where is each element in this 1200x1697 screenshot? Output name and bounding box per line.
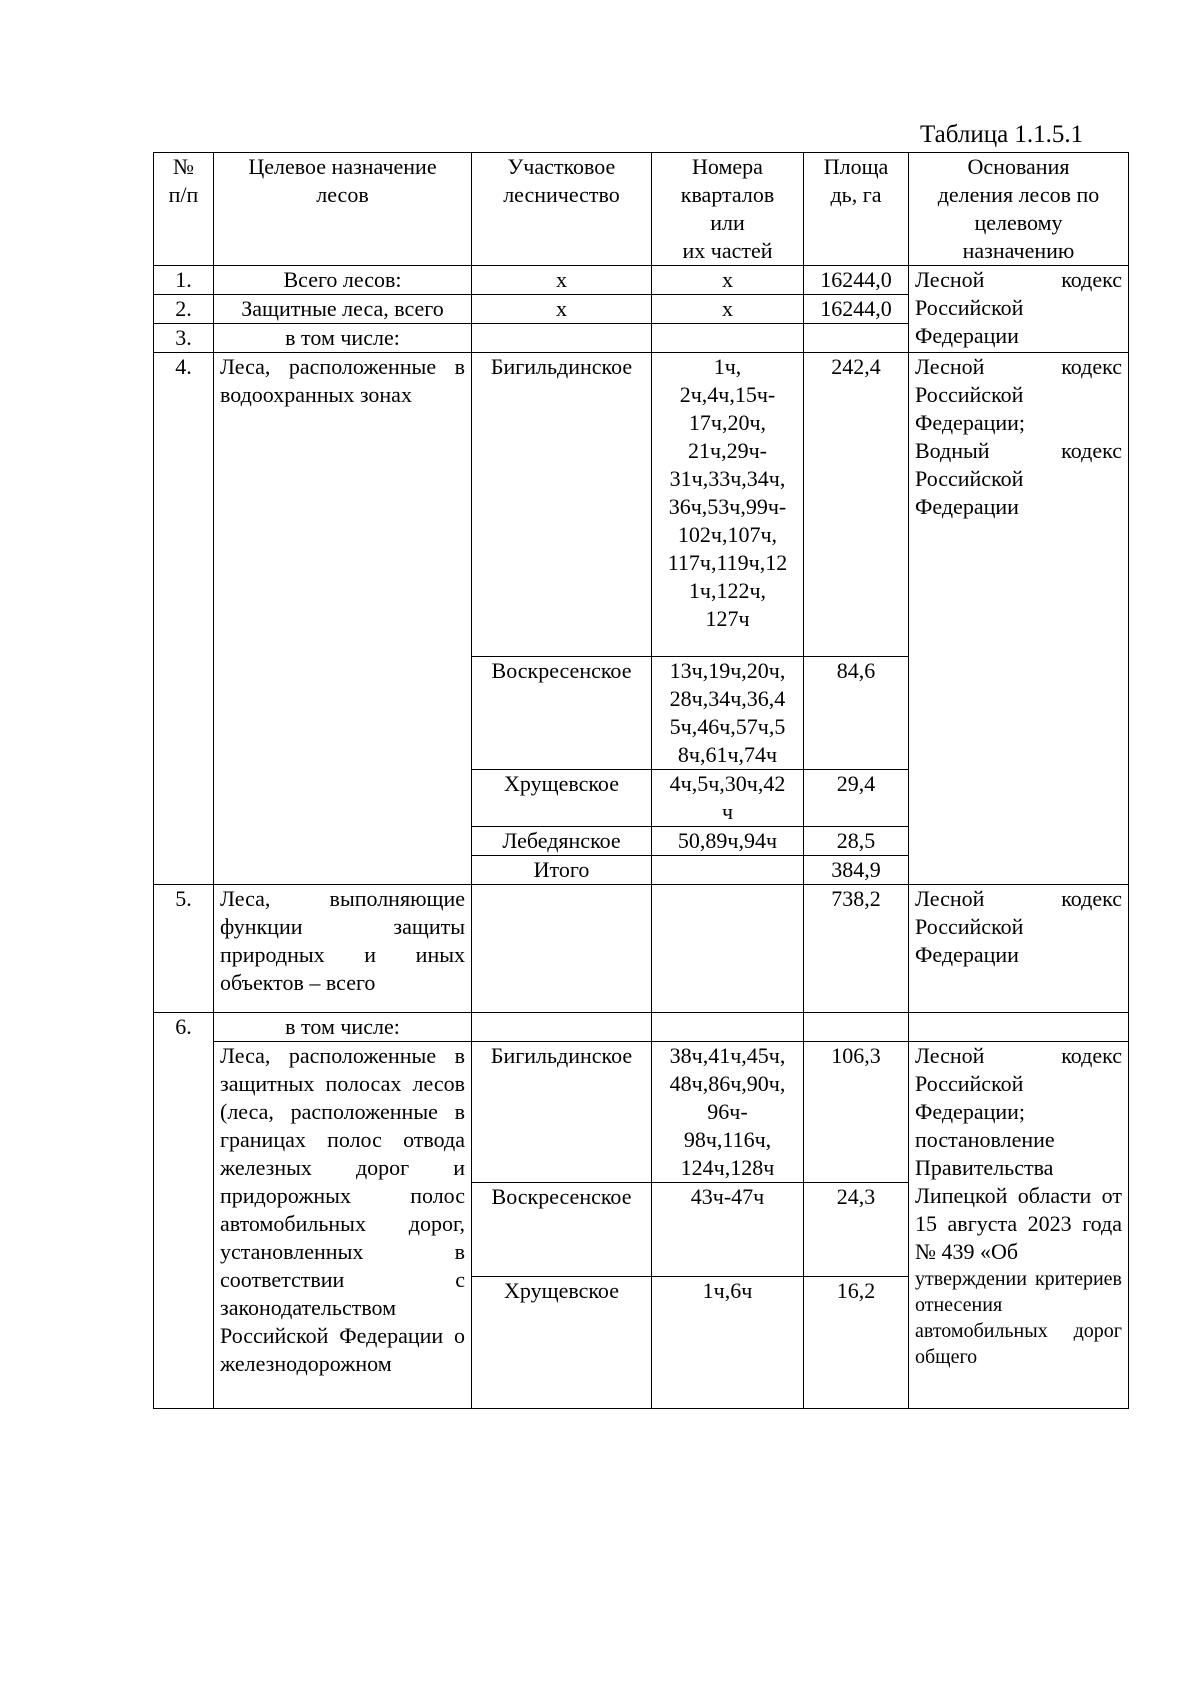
row-num: 1. [154, 266, 214, 295]
empty-cell [472, 1013, 652, 1042]
forest-purpose-table [153, 152, 1129, 1409]
row-quarters: 38ч,41ч,45ч, 48ч,86ч,90ч, 96ч- 98ч,116ч, 124ч,128ч [652, 1042, 804, 1183]
row-num: 5. [154, 885, 214, 1013]
row-district: Хрущевское [472, 1277, 652, 1409]
row-area: 738,2 [804, 885, 909, 1013]
header-area: Площа дь, га [804, 153, 909, 266]
row-area: 24,3 [804, 1183, 909, 1277]
empty-cell [652, 885, 804, 1013]
table-row [154, 1013, 1129, 1042]
row-purpose: Леса, расположенные в водоохранных зонах [214, 353, 472, 885]
empty-cell [909, 1013, 1129, 1042]
row-district: х [472, 295, 652, 324]
row-quarters: 1ч, 2ч,4ч,15ч- 17ч,20ч, 21ч,29ч- 31ч,33ч,34ч, 36ч,53ч,99ч- 102ч,107ч, 117ч,119ч,12 1ч,122ч, 127ч [652, 353, 804, 657]
header-num: № п/п [154, 153, 214, 266]
total-label: Итого [472, 856, 652, 885]
row-basis: Лесной кодекс Российской Федерации [909, 885, 1129, 1013]
row-quarters: 13ч,19ч,20ч, 28ч,34ч,36,4 5ч,46ч,57ч,5 8ч,61ч,74ч [652, 657, 804, 770]
table-row [154, 353, 1129, 657]
row-basis: Лесной кодекс Российской Федерации; Водный кодекс Российской Федерации [909, 353, 1129, 885]
row-district: Воскресенское [472, 1183, 652, 1277]
header-purpose: Целевое назначение лесов [214, 153, 472, 266]
row-basis [909, 1042, 1129, 1409]
row-quarters: 43ч-47ч [652, 1183, 804, 1277]
header-quarters: Номера кварталов или их частей [652, 153, 804, 266]
row-quarters: 4ч,5ч,30ч,42 ч [652, 770, 804, 827]
empty-cell [804, 1013, 909, 1042]
empty-cell [472, 324, 652, 353]
row-area: 242,4 [804, 353, 909, 657]
row-purpose: Всего лесов: [214, 266, 472, 295]
row-purpose: Леса, выполняющие функции защиты природных и иных объектов – всего [214, 885, 472, 1013]
row-quarters: х [652, 266, 804, 295]
empty-cell [154, 1042, 214, 1409]
row-district: Воскресенское [472, 657, 652, 770]
row-num: 2. [154, 295, 214, 324]
row-purpose: Защитные леса, всего [214, 295, 472, 324]
row-purpose-head: в том числе: [214, 1013, 472, 1042]
row-area: 16244,0 [804, 266, 909, 295]
row-area: 106,3 [804, 1042, 909, 1183]
row-district: Лебедянское [472, 827, 652, 856]
row-quarters: 1ч,6ч [652, 1277, 804, 1409]
empty-cell [652, 856, 804, 885]
table-row [154, 885, 1129, 1013]
empty-cell [804, 324, 909, 353]
basis-small-text: утверждении критериев отнесения автомобильных дорог общего [915, 1268, 1122, 1368]
row-num: 3. [154, 324, 214, 353]
total-area: 384,9 [804, 856, 909, 885]
empty-cell [652, 1013, 804, 1042]
row-area: 28,5 [804, 827, 909, 856]
row-area: 16244,0 [804, 295, 909, 324]
table-row [154, 1042, 1129, 1183]
table-row [154, 266, 1129, 295]
row-num: 4. [154, 353, 214, 885]
row-purpose: Леса, расположенные в защитных полосах лесов (леса, расположенные в границах полос отвода железных дорог и придорожных полос автомобильных дорог, установленных в соответствии с законодательством Российской Федерации о железнодорожном [214, 1042, 472, 1409]
row-quarters: х [652, 295, 804, 324]
row-area: 16,2 [804, 1277, 909, 1409]
row-area: 29,4 [804, 770, 909, 827]
empty-cell [472, 885, 652, 1013]
basis-main-text: Лесной кодекс Российской Федерации; постановление Правительства Липецкой области от 15 августа 2023 года № 439 «Об [915, 1043, 1122, 1264]
row-district: Хрущевское [472, 770, 652, 827]
row-district: Бигильдинское [472, 353, 652, 657]
row-basis: Лесной кодекс Российской Федерации [909, 266, 1129, 353]
row-quarters: 50,89ч,94ч [652, 827, 804, 856]
row-district: х [472, 266, 652, 295]
table-header-row [154, 153, 1129, 266]
table-caption: Таблица 1.1.5.1 [920, 121, 1084, 148]
row-district: Бигильдинское [472, 1042, 652, 1183]
empty-cell [652, 324, 804, 353]
row-purpose: в том числе: [214, 324, 472, 353]
row-num: 6. [154, 1013, 214, 1042]
row-area: 84,6 [804, 657, 909, 770]
header-basis: Основания деления лесов по целевому назначению [909, 153, 1129, 266]
header-district: Участковое лесничество [472, 153, 652, 266]
